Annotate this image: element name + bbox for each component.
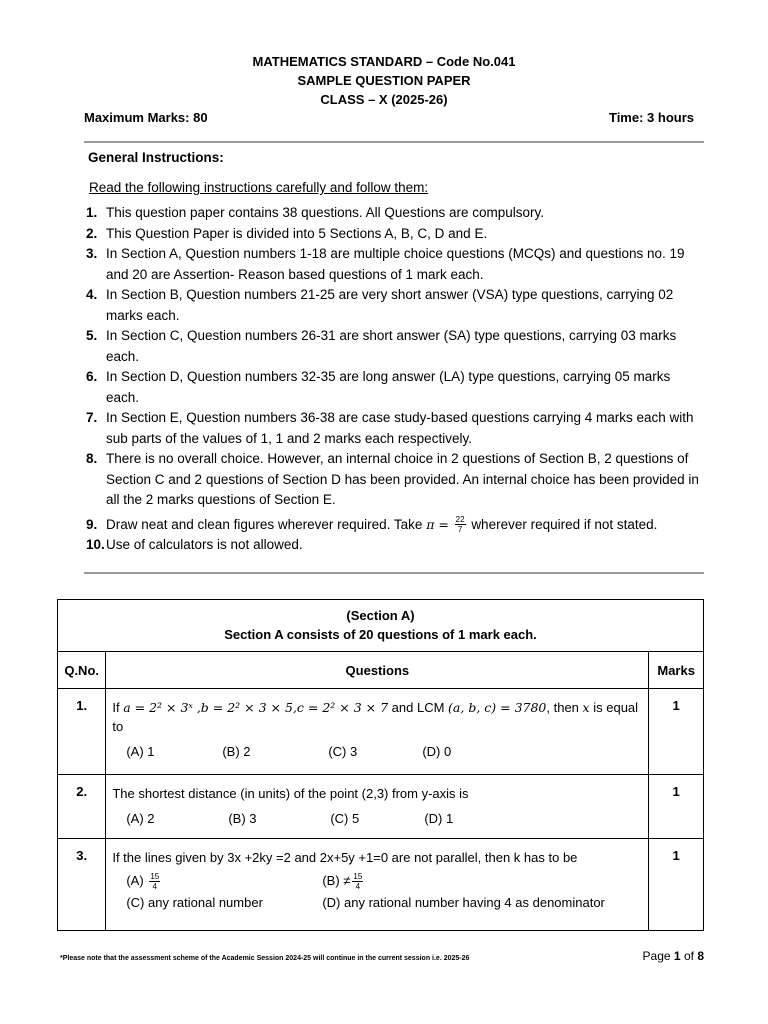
instruction-item: 3. In Section A, Question numbers 1-18 are multiple choice questions (MCQs) and questions no. 19 and 20 are Assertion- Reason based questions of 1 mark each. [86, 246, 685, 282]
column-header-qno: Q.No. [58, 652, 106, 689]
option-b: (B) ≠ $\frac{15}{4}$ [322, 872, 363, 892]
fraction-22-over-7: $\frac{22}{7}$ [455, 515, 465, 535]
option-a: (A) $\frac{15}{4}$ [126, 872, 160, 892]
column-header-questions: Questions [106, 652, 649, 689]
instructions-list [86, 203, 706, 556]
section-subtitle: Section A consists of 20 questions of 1 mark each. [224, 627, 537, 642]
option-c: (C) any rational number [126, 895, 263, 911]
page-number: Page 1 of 8 [642, 949, 704, 963]
question-text: If a = 2² × 3ˣ ,b = 2² × 3 × 5,c = 2² × 3 × 7 and LCM (a, b, c) = 3780, then x is equal to (A) 1 (B) 2 (C) 3 (D) 0 [106, 689, 649, 775]
instruction-item: 9. Draw neat and clean figures wherever required. Take π = $\frac{22}{7}$ wherever required if not stated. [86, 515, 658, 535]
instruction-item: 5. In Section C, Question numbers 26-31 are short answer (SA) type questions, carrying 03 marks each. [86, 328, 677, 364]
answer-options [126, 809, 642, 828]
instruction-item: 10. Use of calculators is not allowed. [86, 537, 303, 552]
instruction-item: 8. There is no overall choice. However, an internal choice in 2 questions of Section B, 2 questions of Section C and 2 questions of Section D has been provided. An internal choice has been provided in all the 2 marks questions of Section E. [86, 451, 699, 507]
question-number: 1. [58, 689, 106, 775]
table-row [58, 839, 704, 931]
header-class: CLASS – X (2025-26) [320, 92, 448, 107]
table-header-row [58, 652, 704, 689]
answer-options [126, 871, 642, 912]
option-d: (D) 0 [422, 744, 452, 759]
instructions-title: General Instructions: [88, 150, 224, 165]
paper-header [0, 52, 768, 109]
option-a: (A) 2 [126, 811, 155, 826]
option-a: (A) 1 [126, 744, 155, 759]
top-divider [84, 141, 704, 143]
option-c: (C) 3 [328, 744, 358, 759]
question-number: 2. [58, 775, 106, 839]
question-marks: 1 [649, 775, 704, 839]
instruction-item: 4. In Section B, Question numbers 21-25 are very short answer (VSA) type questions, carrying 02 marks each. [86, 287, 674, 323]
instruction-item: 7. In Section E, Question numbers 36-38 are case study-based questions carrying 4 marks each with sub parts of the values of 1, 1 and 2 marks each respectively. [86, 410, 694, 446]
question-marks: 1 [649, 689, 704, 775]
question-marks: 1 [649, 839, 704, 931]
bottom-divider [84, 572, 704, 574]
option-b: (B) 2 [222, 744, 251, 759]
instruction-item: 1. This question paper contains 38 questions. All Questions are compulsory. [86, 205, 544, 220]
table-row [58, 689, 704, 775]
math-expression: (a, b, c) = 3780 [448, 700, 547, 715]
pi-symbol: π [426, 516, 435, 532]
footnote: *Please note that the assessment scheme of the Academic Session 2024-25 will continue in the current session i.e. 2025-26 [60, 955, 470, 962]
section-heading [58, 600, 704, 652]
option-d: (D) 1 [424, 811, 454, 826]
time-allowed: Time: 3 hours [608, 110, 694, 125]
table-row [58, 775, 704, 839]
answer-options [126, 742, 642, 761]
header-subject: MATHEMATICS STANDARD – Code No.041 [252, 54, 516, 69]
section-a-table [57, 599, 704, 931]
section-title: (Section A) [346, 608, 415, 623]
question-text: If the lines given by 3x +2ky =2 and 2x+5y +1=0 are not parallel, then k has to be (A) $\frac{15}{4}$ (B) ≠ $\frac{15}{4}$ (C) any rational number (D) any rational number having 4 as denominator [106, 839, 649, 931]
instruction-item: 2. This Question Paper is divided into 5 Sections A, B, C, D and E. [86, 225, 488, 241]
instruction-item: 6. In Section D, Question numbers 32-35 are long answer (LA) type questions, carrying 05 marks each. [86, 369, 671, 405]
column-header-marks: Marks [649, 652, 704, 689]
instructions-intro: Read the following instructions carefully and follow them: [89, 180, 429, 195]
option-d: (D) any rational number having 4 as denominator [322, 895, 605, 911]
option-b: (B) 3 [228, 811, 257, 826]
math-expression: a = 2² × 3ˣ ,b = 2² × 3 × 5,c = 2² × 3 × 7 [123, 700, 389, 715]
marks-time-row [84, 110, 694, 125]
question-text: The shortest distance (in units) of the point (2,3) from y-axis is (A) 2 (B) 3 (C) 5 (D) 1 [106, 775, 649, 839]
maximum-marks: Maximum Marks: 80 [84, 110, 208, 125]
question-number: 3. [58, 839, 106, 931]
option-c: (C) 5 [330, 811, 360, 826]
header-paper-type: SAMPLE QUESTION PAPER [297, 73, 471, 88]
